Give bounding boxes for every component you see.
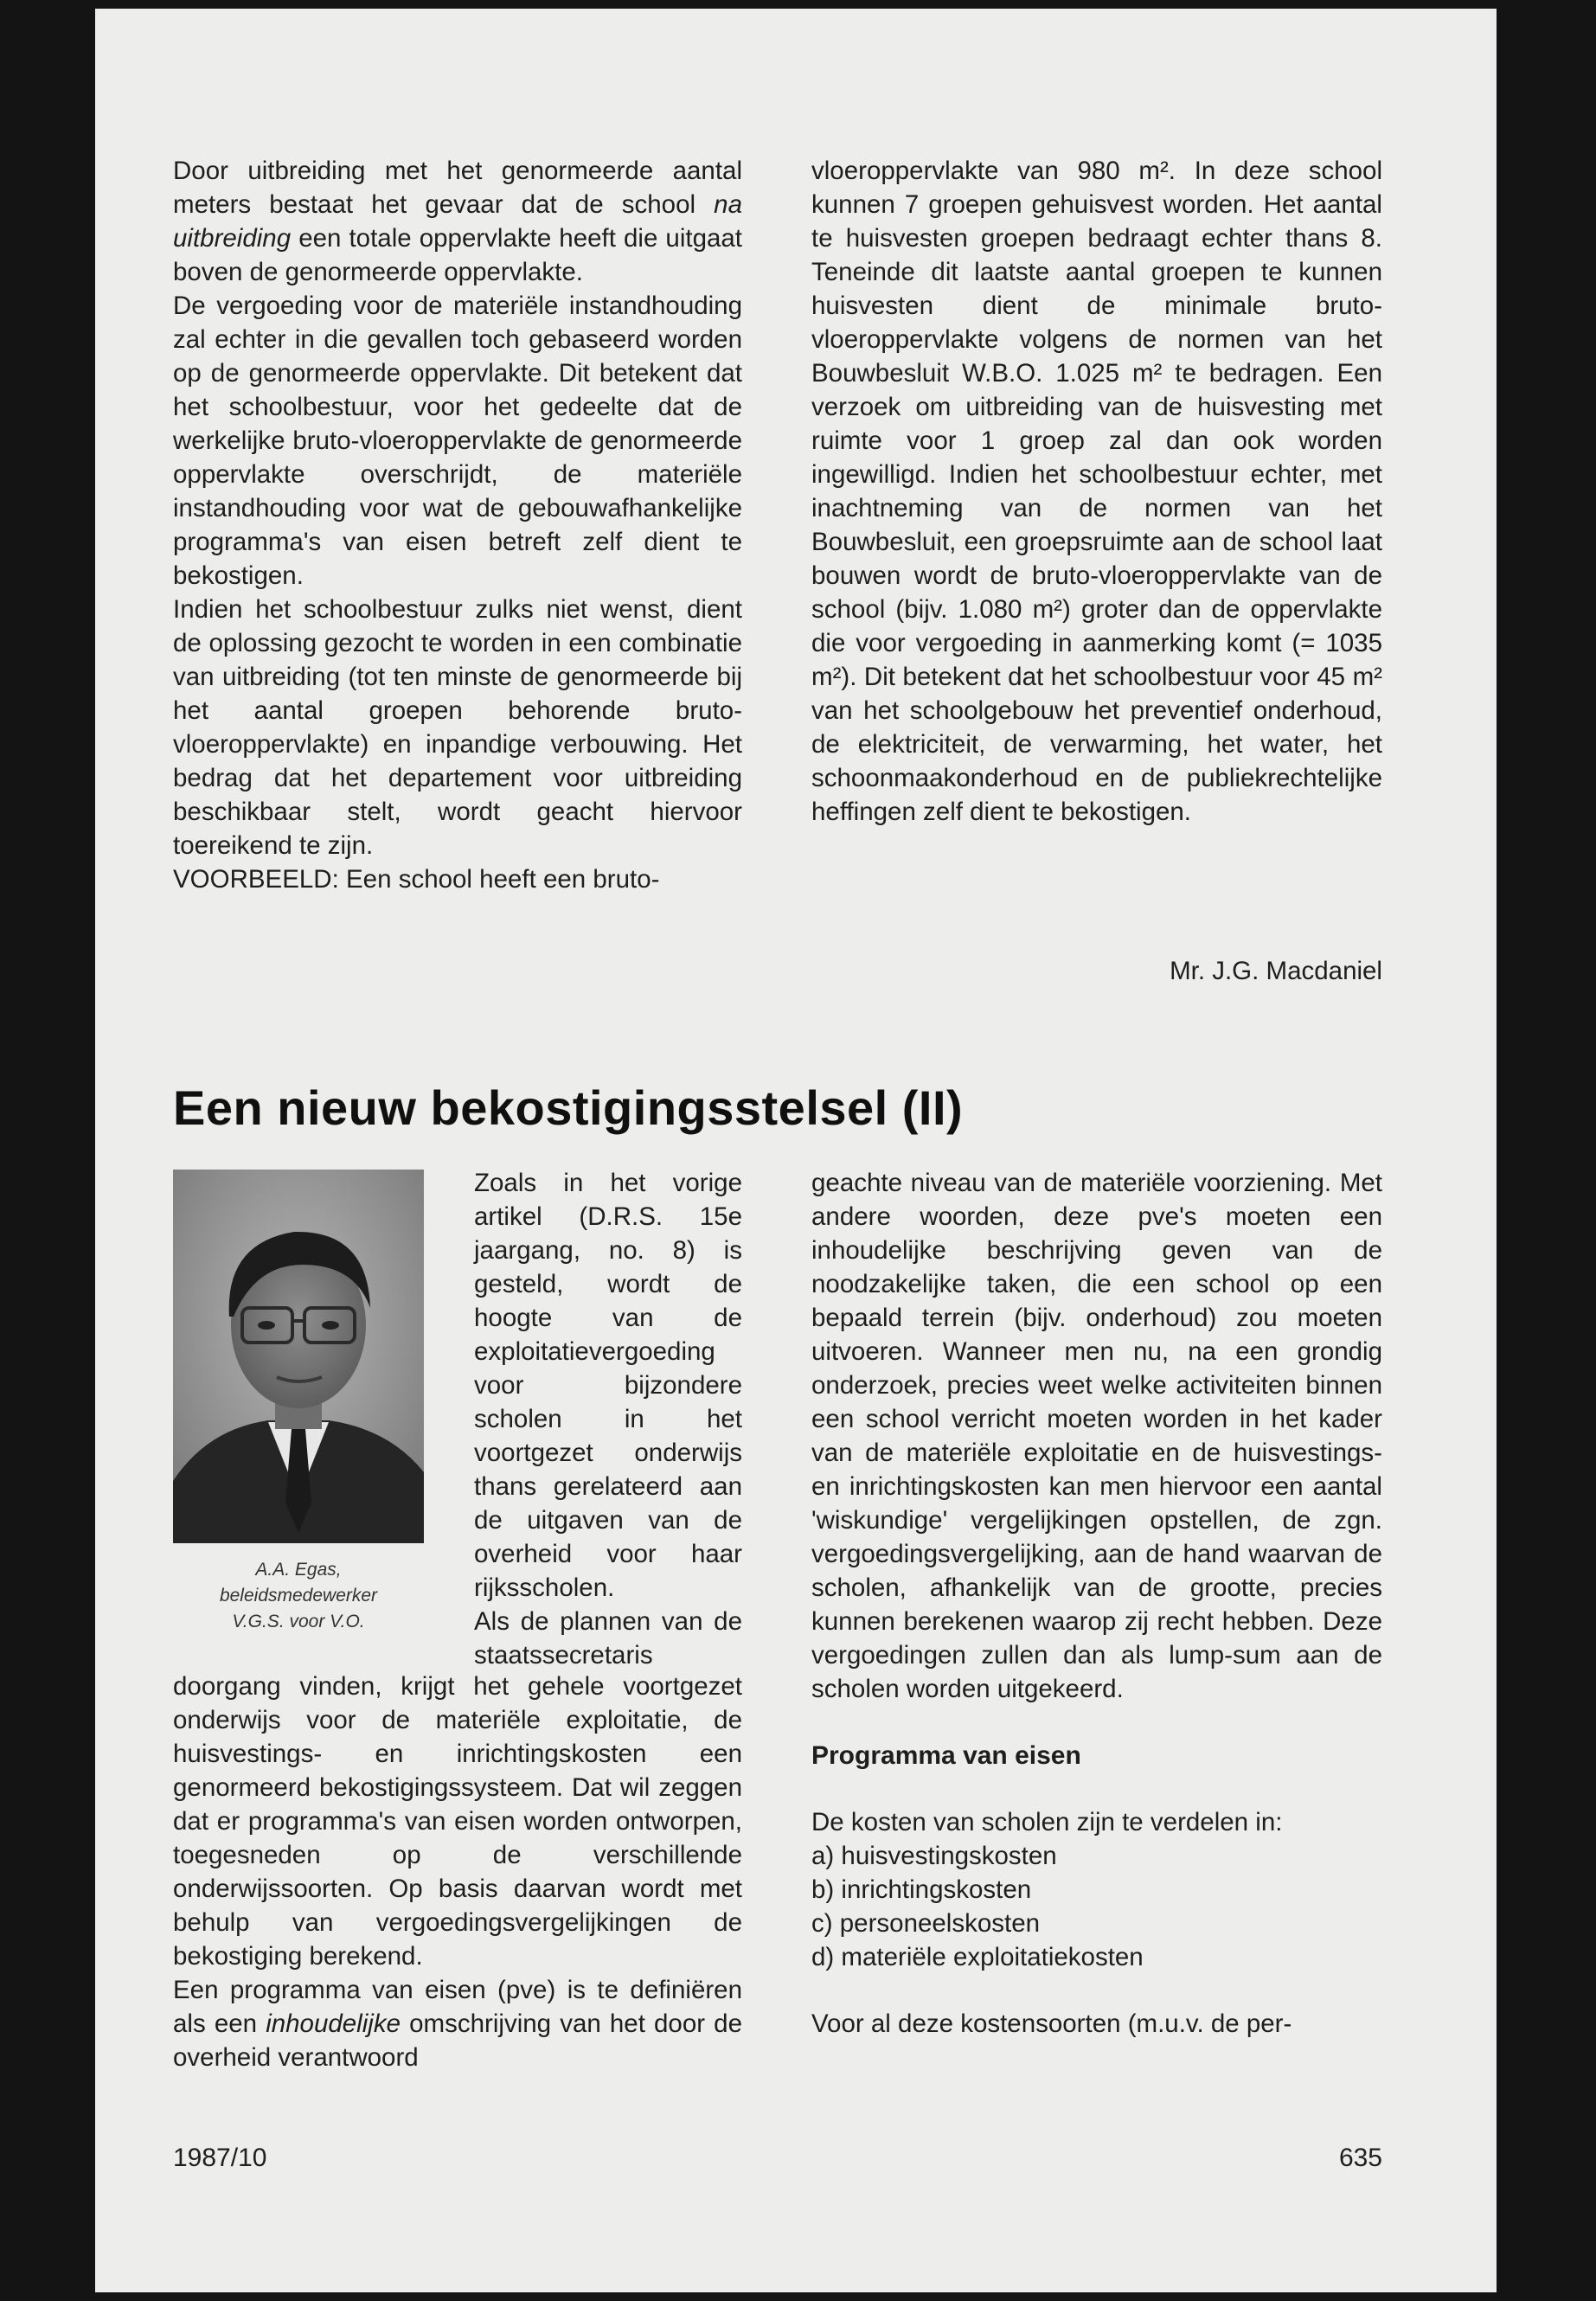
paragraph [173, 154, 742, 289]
footer-date: 1987/10 [173, 2144, 267, 2172]
author-byline: Mr. J.G. Macdaniel [1170, 957, 1382, 985]
document-page [95, 9, 1497, 2292]
italic-text: inhoudelijke [266, 2009, 401, 2038]
paragraph: geachte niveau van de materiële voorziening. Met andere woorden, deze pve's moeten een inhoudelijke beschrijving geven van de noodzakelijke taken, die een school op een bepaald terrein (bijv. onderhoud) zou moeten uitvoeren. Wanneer men nu, na een grondig onderzoek, precies weet welke activiteiten binnen een school verricht moeten worden in het kader van de materiële exploitatie en de huisvestings- en inrichtingskosten kan men hiervoor een aantal 'wiskundige' vergelijkingen opstellen, de zgn. vergoedingsvergelijking, aan de hand waarvan de scholen, afhankelijk van de grootte, precies kunnen berekenen waarop zij recht hebben. Deze vergoedingen zullen dan als lump-sum aan de scholen worden uitgekeerd. [811, 1169, 1382, 1703]
paragraph [173, 1973, 742, 2074]
author-photo [173, 1170, 424, 1543]
list-item: a) huisvestingskosten [811, 1842, 1057, 1870]
text-span: Door uitbreiding met het genormeerde aantal meters bestaat het gevaar dat de school [173, 157, 742, 219]
paragraph: Indien het schoolbestuur zulks niet wenst, dient de oplossing gezocht te worden in een combinatie van uitbreiding (tot ten minste de genormeerde bij het aantal groepen behorende bruto-vloeroppervlakte) en inpandige verbouwing. Het bedrag dat het departement voor uitbreiding beschikbaar stelt, wordt geacht hiervoor toereikend te zijn. [173, 595, 742, 860]
paragraph: Als de plannen van de staatssecretaris [474, 1607, 742, 1670]
text-span: een totale oppervlakte heeft die uitgaat boven de genormeerde oppervlakte. [173, 224, 742, 286]
portrait-image [173, 1170, 424, 1543]
paragraph: De vergoeding voor de materiële instandhouding zal echter in die gevallen toch gebaseerd worden op de genormeerde oppervlakte. Dit betekent dat het schoolbestuur, voor het gedeelte dat de werkelijke bruto-vloeroppervlakte de genormeerde oppervlakte overschrijdt, de materiële instandhouding voor wat de gebouwafhankelijke programma's van eisen betreft zelf dient te bekostigen. [173, 292, 742, 590]
bottom-left-column [173, 1670, 742, 2074]
list-item: c) personeelskosten [811, 1909, 1041, 1938]
italic-text: na uitbreiding [173, 190, 742, 253]
text-span: omschrijving van het door de overheid verantwoord [173, 2009, 742, 2072]
text-span: Een programma van eisen (pve) is te definiëren als een [173, 1976, 742, 2038]
page-number: 635 [1338, 2144, 1382, 2172]
subheading: Programma van eisen [811, 1741, 1081, 1770]
caption-name: A.A. Egas, [255, 1560, 342, 1580]
caption-org: V.G.S. voor V.O. [232, 1612, 365, 1631]
list-item: d) materiële exploitatiekosten [811, 1943, 1144, 1971]
author-byline-container [811, 954, 1382, 988]
list-intro: De kosten van scholen zijn te verdelen in: [811, 1808, 1283, 1836]
photo-caption [173, 1557, 424, 1635]
paragraph: vloeroppervlakte van 980 m². In deze school kunnen 7 groepen gehuisvest worden. Het aantal te huisvesten groepen bedraagt echter thans 8. Teneinde dit laatste aantal groepen te kunnen huisvesten dient de minimale bruto-vloeroppervlakte volgens de normen van het Bouwbesluit W.B.O. 1.025 m² te bedragen. Een verzoek om uitbreiding van de huisvesting met ruimte voor 1 groep zal dan ook worden ingewilligd. Indien het schoolbestuur echter, met inachtneming van de normen van het Bouwbesluit, een groepsruimte aan de school laat bouwen wordt de bruto-vloeroppervlakte van de school (bijv. 1.080 m²) groter dan de oppervlakte die voor vergoeding in aanmerking komt (= 1035 m²). Dit betekent dat het schoolbestuur voor 45 m² van het schoolgebouw het preventief onderhoud, de elektriciteit, de verwarming, het water, het schoonmaakonderhoud en de publiekrechtelijke heffingen zelf dient te bekostigen. [811, 157, 1382, 826]
list-item: b) inrichtingskosten [811, 1875, 1032, 1904]
article-title: Een nieuw bekostigingsstelsel (II) [173, 1080, 964, 1135]
paragraph: Voor al deze kostensoorten (m.u.v. de per- [811, 2009, 1292, 2038]
caption-role: beleidsmedewerker [219, 1586, 378, 1606]
paragraph: VOORBEELD: Een school heeft een bruto- [173, 865, 660, 894]
paragraph: Zoals in het vorige artikel (D.R.S. 15e jaargang, no. 8) is gesteld, wordt de hoogte van de exploitatievergoeding voor bijzondere scholen in het voortgezet onderwijs thans gerelateerd aan de uitgaven van de overheid voor haar rijksscholen. [474, 1169, 742, 1602]
paragraph: doorgang vinden, krijgt het gehele voortgezet onderwijs voor de materiële exploitatie, de huisvestings- en inrichtingskosten een genormeerd bekostigingssysteem. Dat wil zeggen dat er programma's van eisen worden ontworpen, toegesneden op de verschillende onderwijssoorten. Op basis daarvan wordt met behulp van vergoedingsvergelijkingen de bekostiging berekend. [173, 1672, 742, 1971]
top-left-column [173, 154, 742, 896]
top-right-column [811, 154, 1382, 829]
narrow-column [474, 1166, 742, 1672]
bottom-right-column [811, 1166, 1382, 2041]
